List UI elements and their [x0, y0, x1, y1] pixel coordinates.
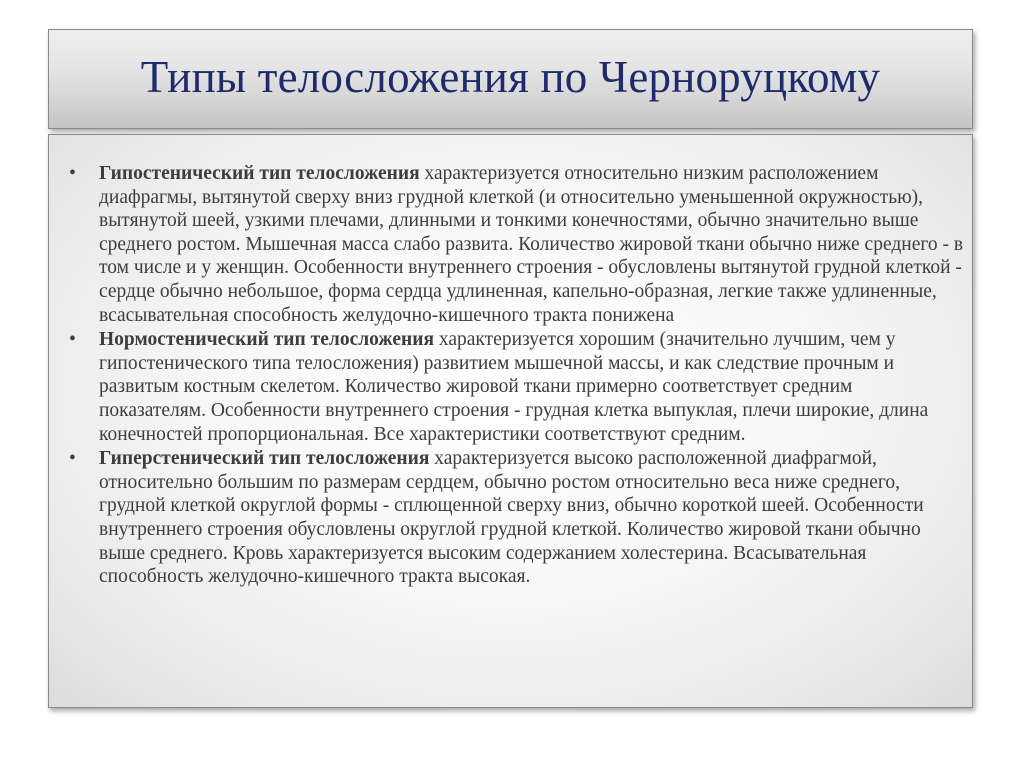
- bullet-text: характеризуется высоко расположенной диафрагмой, относительно большим по размерам сердцем, обычно ростом относительно веса ниже среднего, грудной клеткой округлой формы - сплющенной сверху вниз, обычно короткой шеей. Особенности внутреннего строения обусловлены округлой грудной клеткой. Количество жировой ткани обычно выше среднего. Кровь характеризуется высоким содержанием холестерина. Всасывательная способность желудочно-кишечного тракта высокая.: [99, 448, 924, 588]
- bullet-item-normosthenic: [69, 328, 964, 446]
- bullet-item-hypersthenic: [69, 447, 964, 589]
- bullet-term: Гипостенический тип телосложения: [99, 163, 420, 184]
- bullet-list: [69, 162, 964, 590]
- bullet-icon: •: [69, 448, 76, 470]
- bullet-term: Нормостенический тип телосложения: [99, 329, 434, 351]
- bullet-term: Гиперстенический тип телосложения: [99, 448, 430, 470]
- slide-title-box: [48, 29, 973, 129]
- bullet-item-hyposthenic: [69, 162, 964, 327]
- bullet-text: характеризуется хорошим (значительно лучшим, чем у гипостенического типа телосложения) развитием мышечной массы, и как следствие прочным и развитым костным скелетом. Количество жировой ткани примерно соответствует средним показателям. Особенности внутреннего строения - грудная клетка выпуклая, плечи широкие, длина конечностей пропорциональная. Все характеристики соответствуют средним.: [99, 329, 929, 445]
- slide-content-box: [48, 134, 973, 708]
- bullet-icon: •: [69, 163, 76, 184]
- bullet-icon: •: [69, 329, 76, 351]
- slide-title: Типы телосложения по Черноруцкому: [140, 52, 881, 102]
- bullet-text: характеризуется относительно низким расположением диафрагмы, вытянутой сверху вниз грудной клеткой (и относительно уменьшенной окружностью), вытянутой шеей, узкими плечами, длинными и тонкими конечностями, обычно значительно выше среднего ростом. Мышечная масса слабо развита. Количество жировой ткани обычно ниже среднего - в том числе и у женщин. Особенности внутреннего строения - обусловлены вытянутой грудной клеткой - сердце обычно небольшое, форма сердца удлиненная, капельно-образная, легкие также удлиненные, всасывательная способность желудочно-кишечного тракта понижена: [99, 163, 964, 326]
